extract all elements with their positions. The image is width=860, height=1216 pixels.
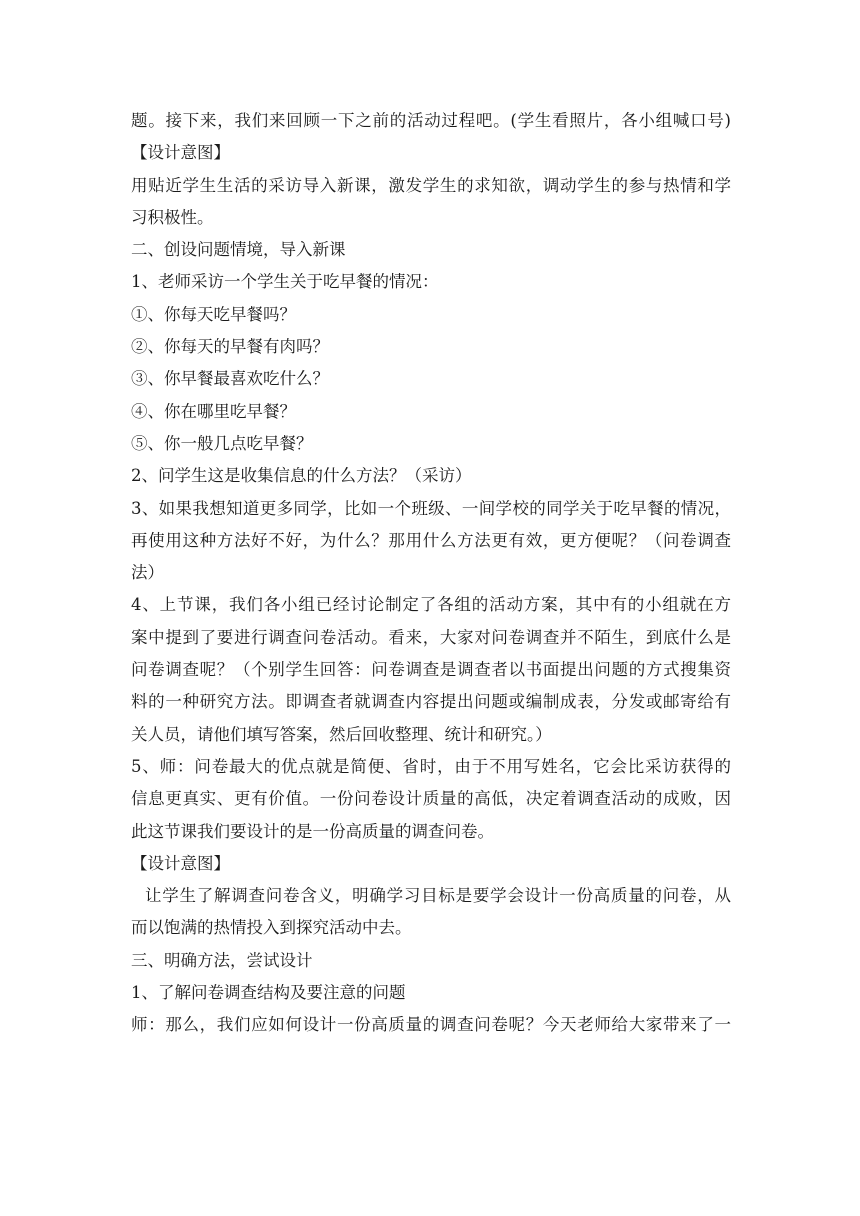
text-line: 信息更真实、更有价值。一份问卷设计质量的高低，决定着调查活动的成败，因 [131, 789, 731, 809]
question-item: ②、你每天的早餐有肉吗？ [131, 337, 329, 357]
text-line: 关人员，请他们填写答案，然后回收整理、统计和研究。） [131, 724, 552, 744]
text-line: 而以饱满的热情投入到探究活动中去。 [131, 918, 412, 938]
text-line: 法） [131, 563, 164, 583]
text-line: 4、上节课，我们各小组已经讨论制定了各组的活动方案，其中有的小组就在方 [131, 595, 731, 615]
text-line: 问卷调查呢？（个别学生回答：问卷调查是调查者以书面提出问题的方式搜集资 [131, 660, 731, 680]
text-line: 1、了解问卷调查结构及要注意的问题 [131, 983, 406, 1003]
section-heading: 三、明确方法，尝试设计 [131, 950, 313, 970]
text-line: 1、老师采访一个学生关于吃早餐的情况： [131, 272, 439, 292]
question-item: ④、你在哪里吃早餐？ [131, 401, 296, 421]
text-line: 案中提到了要进行调查问卷活动。看来，大家对问卷调查并不陌生，到底什么是 [131, 627, 731, 647]
text-line: 5、师：问卷最大的优点就是简便、省时，由于不用写姓名，它会比采访获得的 [131, 756, 731, 776]
section-heading: 二、创设问题情境，导入新课 [131, 240, 346, 260]
text-line: 习积极性。 [131, 207, 214, 227]
text-line: 此这节课我们要设计的是一份高质量的调查问卷。 [131, 821, 494, 841]
question-item: ⑤、你一般几点吃早餐？ [131, 433, 313, 453]
text-line: 3、如果我想知道更多同学，比如一个班级、一间学校的同学关于吃早餐的情况， [131, 498, 731, 518]
text-line: 用贴近学生生活的采访导入新课，激发学生的求知欲，调动学生的参与热情和学 [131, 175, 731, 195]
text-line: 让学生了解调查问卷含义，明确学习目标是要学会设计一份高质量的问卷，从 [145, 886, 731, 906]
question-item: ①、你每天吃早餐吗？ [131, 304, 296, 324]
text-line: 再使用这种方法好不好，为什么？那用什么方法更有效，更方便呢？（问卷调查 [131, 530, 731, 550]
section-heading-design-intent: 【设计意图】 [131, 853, 230, 873]
text-line: 2、问学生这是收集信息的什么方法？（采访） [131, 466, 472, 486]
question-item: ③、你早餐最喜欢吃什么？ [131, 369, 329, 389]
section-heading-design-intent: 【设计意图】 [131, 143, 230, 163]
document-body [131, 105, 731, 1042]
text-line: 题。接下来，我们来回顾一下之前的活动过程吧。(学生看照片，各小组喊口号) [131, 111, 731, 130]
text-line: 师：那么，我们应如何设计一份高质量的调查问卷呢？今天老师给大家带来了一 [131, 1015, 731, 1035]
text-line: 料的一种研究方法。即调查者就调查内容提出问题或编制成表，分发或邮寄给有 [131, 692, 731, 712]
